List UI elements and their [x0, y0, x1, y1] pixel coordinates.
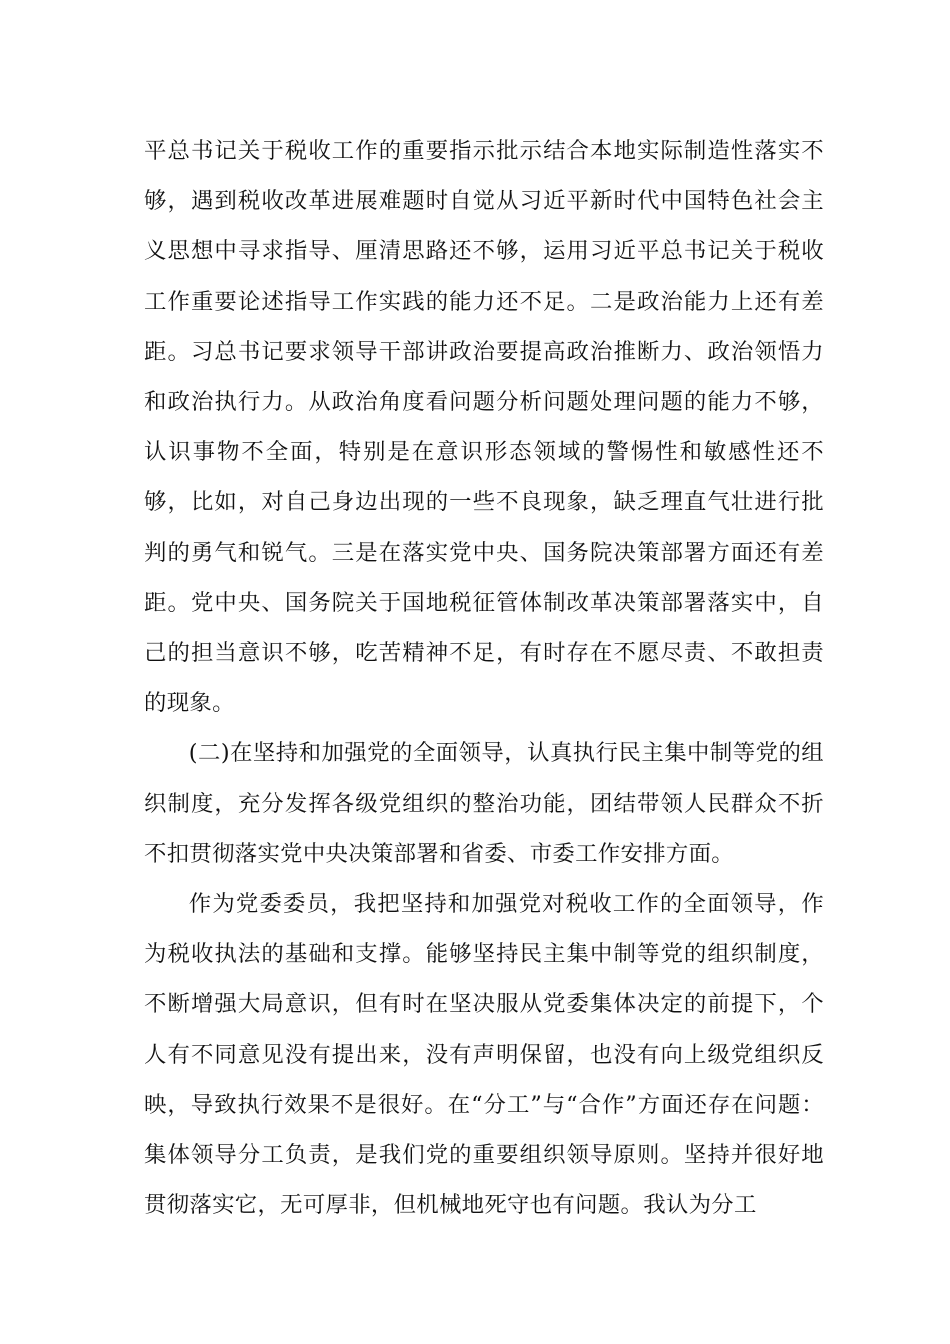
- paragraph-section-heading: (二)在坚持和加强党的全面领导，认真执行民主集中制等党的组织制度，充分发挥各级党组织的整治功能，团结带领人民群众不折不扣贯彻落实党中央决策部署和省委、市委工作安排方面。: [144, 740, 824, 867]
- paragraph-continuation: 平总书记关于税收工作的重要指示批示结合本地实际制造性落实不够，遇到税收改革进展难题时自觉从习近平新时代中国特色社会主义思想中寻求指导、厘清思路还不够，运用习近平总书记关于税收工作重要论述指导工作实践的能力还不足。二是政治能力上还有差距。习总书记要求领导干部讲政治要提高政治推断力、政治领悟力和政治执行力。从政治角度看问题分析问题处理问题的能力不够，认识事物不全面，特别是在意识形态领域的警惕性和敏感性还不够，比如，对自己身边出现的一些不良现象，缺乏理直气壮进行批判的勇气和锐气。三是在落实党中央、国务院决策部署方面还有差距。党中央、国务院关于国地税征管体制改革决策部署落实中，自己的担当意识不够，吃苦精神不足，有时存在不愿尽责、不敢担责的现象。: [144, 138, 824, 717]
- paragraph-body: 作为党委委员，我把坚持和加强党对税收工作的全面领导，作为税收执法的基础和支撑。能够坚持民主集中制等党的组织制度，不断增强大局意识，但有时在坚决服从党委集体决定的前提下，个人有不同意见没有提出来，没有声明保留，也没有向上级党组织反映，导致执行效果不是很好。在“分工”与“合作”方面还存在问题：集体领导分工负责，是我们党的重要组织领导原则。坚持并很好地贯彻落实它，无可厚非，但机械地死守也有问题。我认为分工: [144, 891, 824, 1219]
- document-body: [144, 126, 824, 1230]
